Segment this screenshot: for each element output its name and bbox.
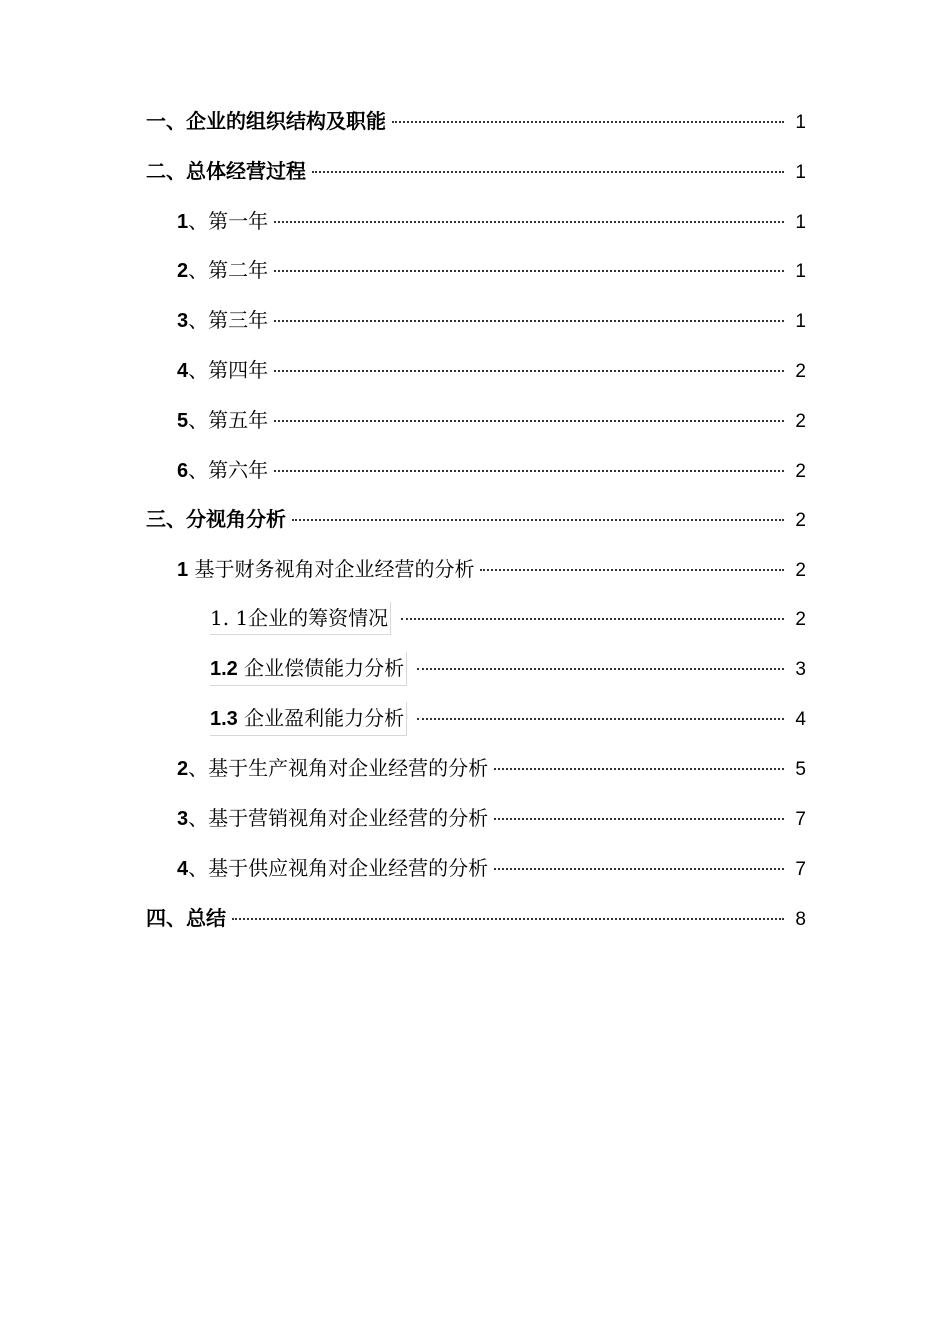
toc-entry-number: 1.2 (210, 657, 238, 680)
toc-entry-number: 6 (177, 459, 189, 482)
table-of-contents (146, 97, 806, 944)
toc-entry-title: 一、企业的组织结构及职能 (146, 109, 386, 133)
toc-page-number: 5 (795, 759, 806, 781)
toc-entry[interactable] (146, 246, 806, 296)
toc-entry-title (210, 652, 407, 686)
toc-entry-title: 1. 1企业的筹资情况 (210, 602, 391, 635)
toc-entry-title (177, 545, 474, 596)
dot-leader (274, 221, 784, 223)
toc-entry-title (177, 296, 268, 347)
toc-entry-text: 、第二年 (188, 258, 269, 283)
dot-leader (232, 918, 784, 920)
dot-leader (417, 718, 784, 720)
toc-entry[interactable] (146, 744, 806, 794)
toc-entry-number: 2 (177, 260, 189, 283)
toc-entry-text: 、第四年 (188, 357, 269, 382)
dot-leader (417, 668, 784, 670)
dot-leader (494, 868, 784, 870)
toc-entry[interactable] (146, 97, 806, 147)
toc-entry-text: 、第一年 (188, 208, 269, 233)
dot-leader (274, 270, 784, 272)
toc-page-number: 2 (795, 410, 806, 432)
toc-entry[interactable] (146, 147, 806, 197)
toc-page-number: 1 (795, 161, 806, 183)
toc-entry-title (177, 246, 268, 297)
toc-entry-text: 、第三年 (188, 308, 269, 333)
toc-page-number: 4 (795, 708, 806, 730)
toc-page-number: 2 (795, 560, 806, 582)
toc-entry-title (177, 396, 268, 447)
toc-entry-title (177, 197, 268, 248)
toc-entry[interactable] (146, 844, 806, 894)
toc-page-number: 7 (795, 858, 806, 880)
toc-entry-title: 四、总结 (146, 905, 226, 930)
dot-leader (494, 818, 784, 820)
toc-entry[interactable] (146, 894, 806, 944)
toc-entry-title (177, 794, 488, 845)
toc-entry-text: 、基于供应视角对企业经营的分析 (188, 855, 489, 880)
dot-leader (274, 470, 784, 472)
toc-entry-number: 3 (177, 310, 189, 333)
dot-leader (274, 420, 784, 422)
toc-entry[interactable] (146, 595, 806, 645)
toc-entry-title: 三、分视角分析 (146, 507, 286, 532)
toc-entry[interactable] (146, 794, 806, 844)
toc-entry[interactable] (146, 197, 806, 247)
toc-entry-title (210, 702, 407, 736)
toc-entry-text: 企业盈利能力分析 (237, 705, 405, 730)
toc-entry[interactable] (146, 296, 806, 346)
toc-page-number: 1 (795, 112, 806, 133)
toc-entry[interactable] (146, 695, 806, 745)
toc-entry-title (177, 744, 488, 795)
toc-page-number: 2 (795, 510, 806, 532)
toc-entry-number: 2 (177, 758, 189, 781)
toc-entry[interactable] (146, 495, 806, 545)
dot-leader (312, 171, 784, 173)
toc-entry-text: 、基于生产视角对企业经营的分析 (188, 756, 489, 781)
toc-entry[interactable] (146, 396, 806, 446)
toc-page-number: 2 (795, 608, 806, 630)
toc-entry-number: 1 (177, 210, 189, 233)
toc-entry-title: 二、总体经营过程 (146, 158, 306, 183)
toc-page-number: 1 (795, 311, 806, 333)
toc-entry-title (177, 844, 488, 895)
toc-entry-title (177, 346, 268, 397)
dot-leader (494, 768, 784, 770)
dot-leader (401, 618, 784, 620)
dot-leader (274, 370, 784, 372)
dot-leader (480, 569, 784, 571)
toc-page-number: 7 (795, 809, 806, 831)
toc-page-number: 2 (795, 360, 806, 382)
toc-entry[interactable] (146, 346, 806, 396)
toc-entry-number: 5 (177, 409, 189, 432)
toc-entry[interactable] (146, 545, 806, 595)
toc-entry-number: 1.3 (210, 707, 238, 730)
toc-entry-number: 3 (177, 808, 189, 831)
toc-entry[interactable] (146, 645, 806, 695)
toc-entry-text: 基于财务视角对企业经营的分析 (188, 557, 475, 582)
toc-page-number: 8 (795, 908, 806, 930)
toc-entry-text: 、基于营销视角对企业经营的分析 (188, 806, 489, 831)
toc-page-number: 1 (795, 261, 806, 283)
toc-entry-number: 1 (177, 559, 189, 582)
toc-page-number: 3 (795, 658, 806, 680)
toc-entry[interactable] (146, 446, 806, 496)
dot-leader (292, 519, 784, 521)
toc-entry-text: 、第六年 (188, 457, 269, 482)
dot-leader (274, 320, 784, 322)
toc-page-number: 1 (795, 211, 806, 233)
dot-leader (392, 121, 784, 123)
toc-page-number: 2 (795, 460, 806, 482)
toc-entry-number: 4 (177, 857, 189, 880)
toc-entry-text: 企业偿债能力分析 (237, 655, 405, 680)
toc-entry-text: 、第五年 (188, 407, 269, 432)
toc-entry-title (177, 446, 268, 497)
toc-entry-number: 4 (177, 359, 189, 382)
